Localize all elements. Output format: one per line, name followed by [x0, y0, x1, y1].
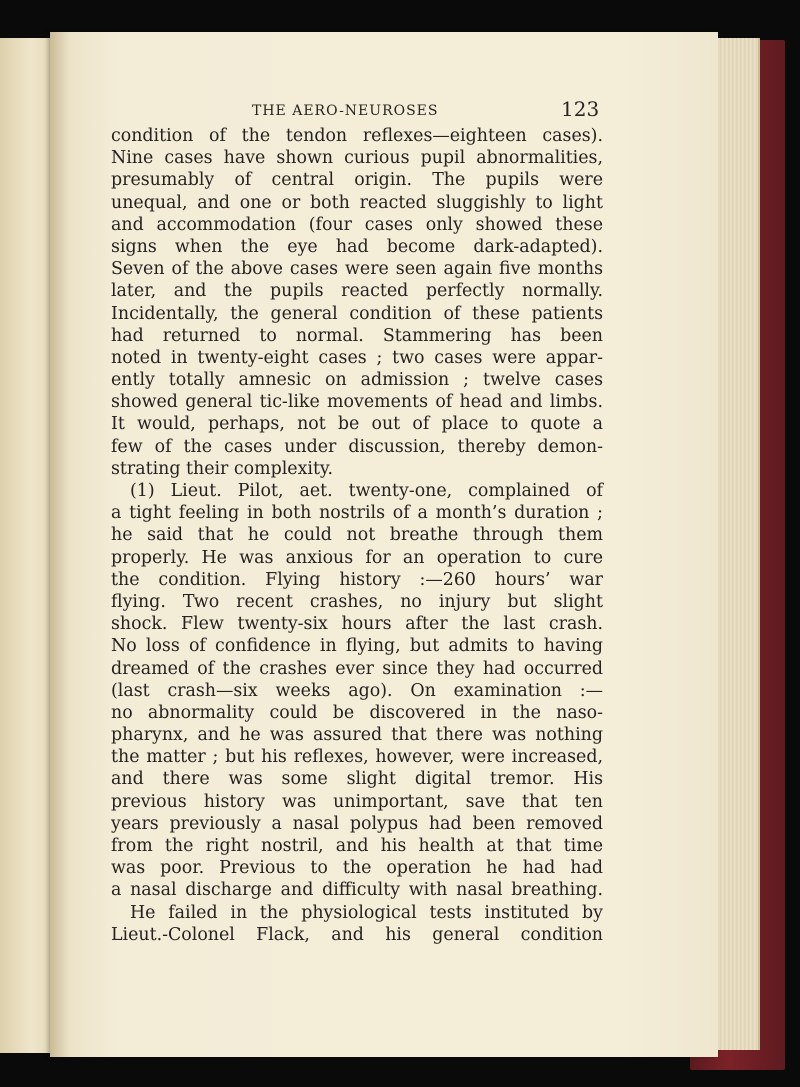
text-line: dreamed of the crashes ever since they had occurred	[111, 658, 603, 679]
text-line: No loss of confidence in flying, but admits to having	[111, 636, 603, 657]
text-line: a tight feeling in both nostrils of a month’s duration ;	[111, 503, 603, 524]
page-number: 123	[561, 97, 600, 121]
text-line: years previously a nasal polypus had been removed	[111, 813, 603, 834]
text-line: the matter ; but his reflexes, however, were increased,	[111, 747, 603, 768]
text-line: unequal, and one or both reacted sluggishly to light	[111, 192, 603, 213]
text-line: flying. Two recent crashes, no injury but slight	[111, 591, 603, 612]
text-line: and accommodation (four cases only showed these	[111, 214, 603, 235]
text-line: condition of the tendon reflexes—eighteen cases).	[111, 126, 603, 146]
text-line: He failed in the physiological tests instituted by	[130, 902, 603, 923]
text-line: had returned to normal. Stammering has been	[111, 325, 603, 346]
text-line: later, and the pupils reacted perfectly normally.	[111, 281, 603, 302]
text-line: the condition. Flying history :—260 hours’ war	[111, 569, 603, 590]
text-line: ently totally amnesic on admission ; twelve cases	[111, 370, 603, 391]
text-line: from the right nostril, and his health at that time	[111, 836, 603, 856]
text-line: It would, perhaps, not be out of place to quote a	[111, 414, 603, 435]
text-line: properly. He was anxious for an operation to cure	[111, 547, 603, 568]
text-line: Nine cases have shown curious pupil abnormalities,	[111, 148, 603, 169]
text-line: he said that he could not breathe through them	[111, 525, 603, 546]
text-line: (1) Lieut. Pilot, aet. twenty-one, complained of	[130, 481, 603, 501]
text-line: previous history was unimportant, save that ten	[111, 791, 603, 812]
text-line: showed general tic-like movements of head and limbs.	[111, 392, 603, 413]
running-title: THE AERO-NEUROSES	[252, 103, 439, 119]
text-line: shock. Flew twenty-six hours after the last crash.	[111, 614, 603, 635]
text-line: pharynx, and he was assured that there was nothing	[111, 725, 603, 746]
text-line: and there was some slight digital tremor. His	[111, 769, 603, 790]
text-line: Seven of the above cases were seen again five months	[111, 259, 603, 280]
text-line: strating their complexity.	[111, 458, 333, 479]
text-line: a nasal discharge and difficulty with nasal breathing.	[111, 880, 603, 901]
text-line: presumably of central origin. The pupils were	[111, 170, 603, 191]
text-line: signs when the eye had become dark-adapted).	[111, 236, 603, 257]
text-line: (last crash—six weeks ago). On examination :—	[111, 680, 603, 701]
text-line: no abnormality could be discovered in the naso-	[111, 702, 603, 723]
text-line: few of the cases under discussion, thereby demon-	[111, 436, 603, 457]
text-line: noted in twenty-eight cases ; two cases were appar-	[111, 347, 603, 368]
text-line: was poor. Previous to the operation he had had	[111, 858, 603, 879]
text-line: Incidentally, the general condition of these patients	[111, 303, 603, 324]
text-line: Lieut.-Colonel Flack, and his general condition	[111, 924, 603, 945]
body-text	[111, 125, 603, 946]
